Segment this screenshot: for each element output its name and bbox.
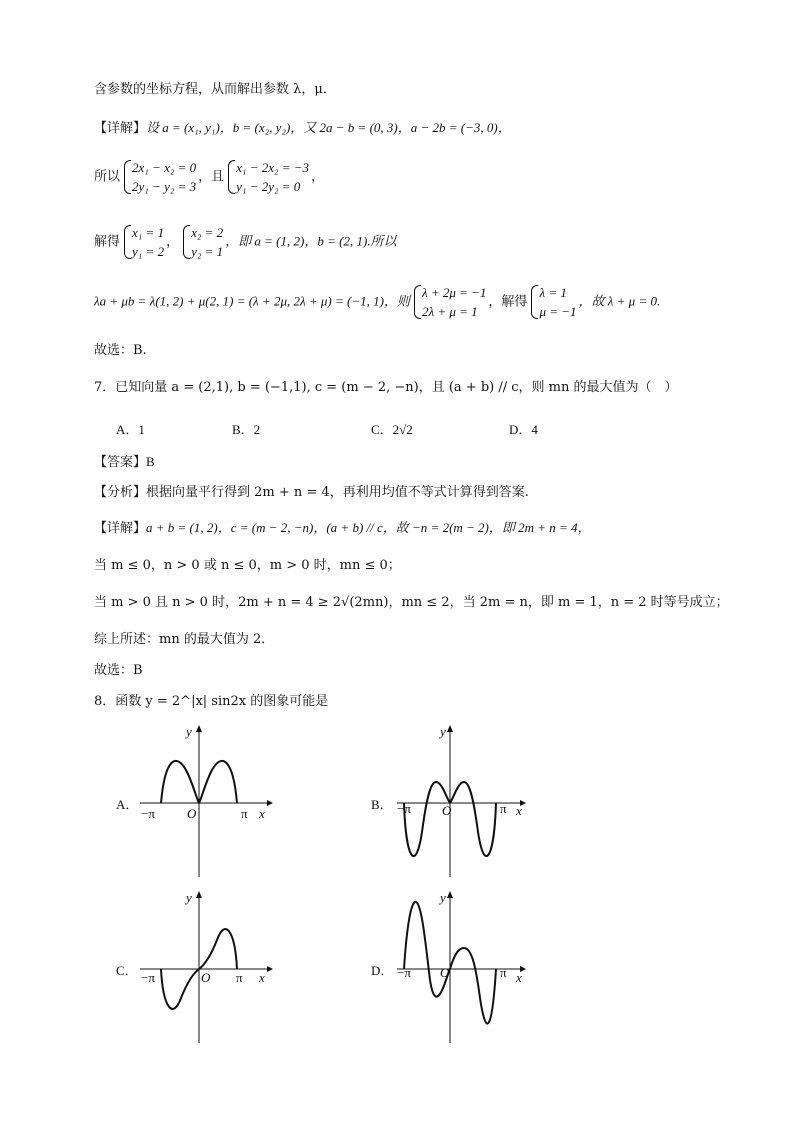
- graph-a: [135, 722, 275, 882]
- case-line-4: 故选：B: [94, 663, 143, 678]
- analysis-7: [94, 483, 529, 503]
- graph-d-y-label: y: [440, 890, 446, 905]
- label-jiede: 解得: [94, 234, 121, 250]
- detail-7: [94, 518, 591, 539]
- detail-text-7: a + b = (1, 2)，c = (m − 2, −n)，(a + b) // c，故 −n = 2(m − 2)，即 2m + n = 4，: [146, 520, 591, 535]
- graph-b-pi: π: [500, 801, 507, 816]
- equation-system-1: 2x₁ − x₂ = 0 2y₁ − y₂ = 3: [122, 158, 196, 196]
- equation-system-2: x₁ − 2x₂ = −3 y₁ − 2y₂ = 0: [226, 158, 309, 196]
- answer-tag: 【答案】: [94, 455, 147, 470]
- graph-d-option-label: D．: [371, 963, 394, 978]
- graph-c: [135, 888, 275, 1048]
- graph-c-pi: π: [236, 970, 243, 985]
- detail-tag: 【详解】: [94, 121, 147, 136]
- question-7: 7．已知向量 a = (2,1), b = (−1,1), c = (m − 2, −n)，且 (a + b) // c，则 mn 的最大值为（ ）: [94, 380, 678, 395]
- graph-b: [392, 722, 532, 882]
- graph-d-origin: O: [440, 965, 450, 980]
- system-line-1: [94, 158, 324, 196]
- solution-system-1: x₁ = 1 y₁ = 2: [122, 223, 164, 261]
- detail-line-1: [94, 118, 511, 139]
- lambda-mu-solution: λ = 1 μ = −1: [529, 283, 576, 321]
- case-line-3: 综上所述：mn 的最大值为 2．: [94, 632, 275, 647]
- punct: ，: [311, 169, 325, 185]
- graph-c-origin: O: [201, 970, 211, 985]
- graph-c-x-label: x: [259, 970, 265, 985]
- question-8: 8．函数 y = 2^|x| sin2x 的图象可能是: [94, 694, 329, 709]
- lambda-mu-expression: λa + μb = λ(1, 2) + μ(2, 1) = (λ + 2μ, 2λ + μ) = (−1, 1)，则: [94, 293, 410, 309]
- answer-7: [94, 452, 155, 473]
- lambda-mu-system: λ + 2μ = −1 2λ + μ = 1: [412, 283, 486, 321]
- label-suoyi: 所以: [94, 169, 121, 185]
- graph-a-x-label: x: [259, 806, 265, 821]
- detail-tag-7: 【详解】: [94, 521, 147, 536]
- q7-option-c: C．2√2: [371, 422, 413, 437]
- label-qie: ，且: [198, 169, 225, 185]
- system-line-3: [94, 283, 660, 321]
- text-line-1: 含参数的坐标方程，从而解出参数 λ，μ．: [94, 82, 336, 97]
- system-line-2: 解得 x₁ = 1 y₁ = 2 ， x₂ = 2 y₂ = 1 ，即 a = (1, 2)，b = (2, 1).所以: [94, 225, 397, 259]
- label-jiede-2: ，解得: [488, 294, 528, 310]
- graph-b-y-label: y: [440, 724, 446, 739]
- graph-d-pi: π: [500, 965, 507, 980]
- detail-text: 设 a = (x₁, y₁)，b = (x₂, y₂)，又 2a − b = (0, 3)，a − 2b = (−3, 0)，: [146, 120, 511, 135]
- lambda-mu-result: ，故 λ + μ = 0.: [578, 293, 661, 309]
- graph-a-origin: O: [187, 806, 197, 821]
- case-line-1: 当 m ≤ 0，n > 0 或 n ≤ 0，m > 0 时，mn ≤ 0；: [94, 558, 401, 573]
- graph-a-y-label: y: [186, 724, 192, 739]
- analysis-text: 根据向量平行得到 2m + n = 4，再利用均值不等式计算得到答案.: [146, 485, 529, 500]
- graph-b-x-label: x: [516, 803, 522, 818]
- answer-line-6: 故选：B.: [94, 343, 147, 358]
- q7-option-a: A．1: [116, 422, 145, 437]
- graph-b-origin: O: [442, 803, 452, 818]
- graph-d: [392, 888, 532, 1048]
- case-line-2: 当 m > 0 且 n > 0 时，2m + n = 4 ≥ 2√(2mn)，mn ≤ 2，当 2m = n，即 m = 1，n = 2 时等号成立；: [94, 595, 729, 610]
- graph-c-neg-pi: −π: [141, 970, 155, 985]
- analysis-tag: 【分析】: [94, 485, 147, 500]
- graph-a-pi: π: [241, 806, 248, 821]
- q7-option-d: D．4: [509, 422, 538, 437]
- graph-c-y-label: y: [186, 890, 192, 905]
- graph-a-option-label: A．: [116, 797, 139, 812]
- graph-d-x-label: x: [516, 970, 522, 985]
- graph-c-option-label: C．: [116, 963, 138, 978]
- q7-option-b: B．2: [232, 422, 261, 437]
- answer-value: B: [146, 454, 155, 469]
- graph-b-neg-pi: −π: [397, 801, 411, 816]
- graph-b-option-label: B．: [371, 797, 393, 812]
- graph-a-neg-pi: −π: [141, 806, 155, 821]
- solution-system-2: x₂ = 2 y₂ = 1: [181, 223, 223, 261]
- graph-d-neg-pi: −π: [397, 965, 411, 980]
- solution-conclusion: ，即 a = (1, 2)，b = (2, 1).所以: [225, 233, 397, 249]
